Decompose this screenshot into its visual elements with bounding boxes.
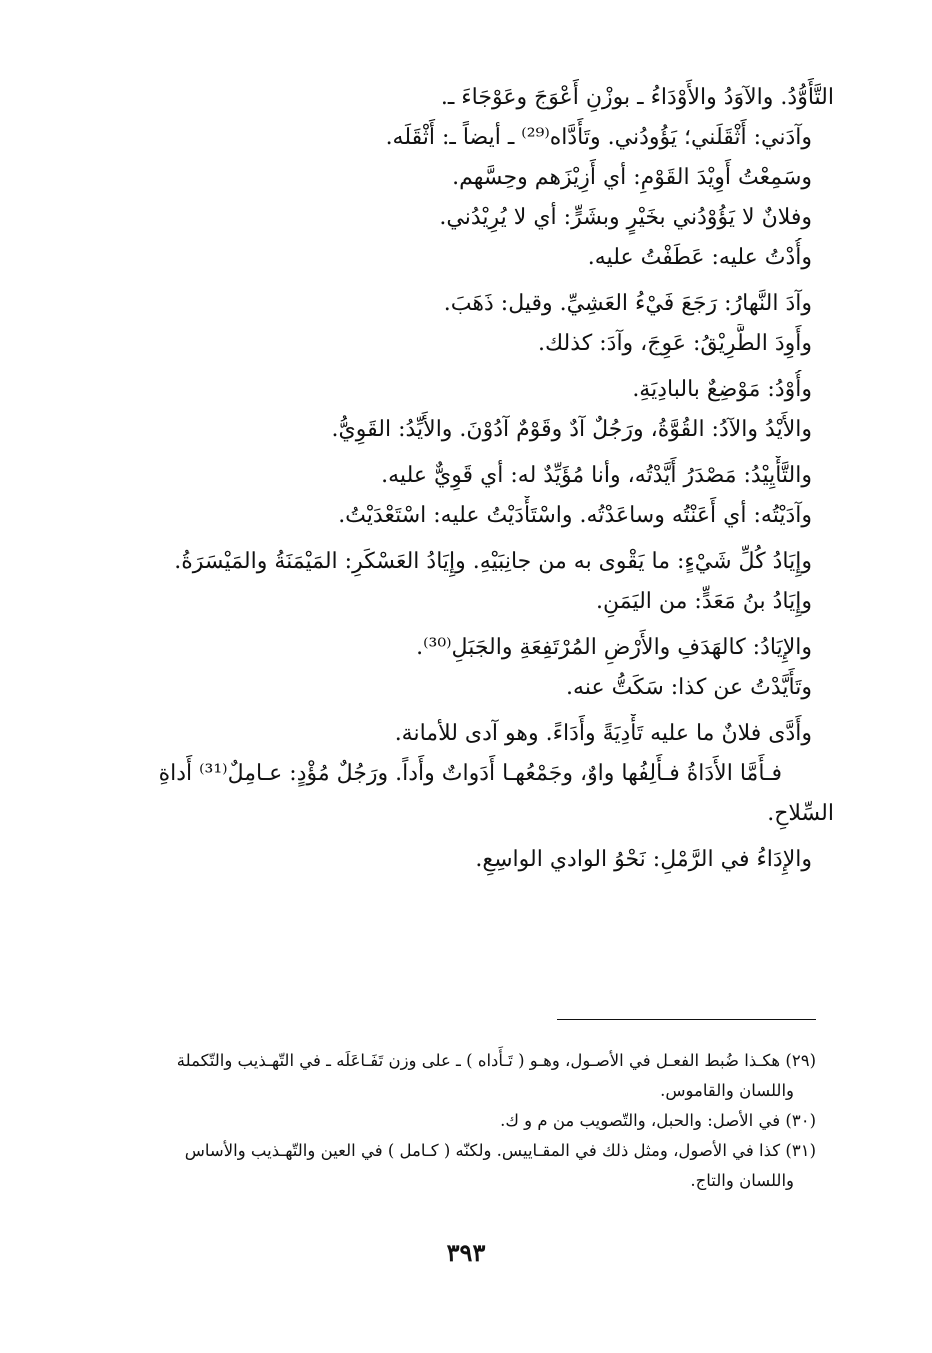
text-line-17: فـأَمَّا الأَدَاةُ فـأَلِفُها واوٌ، وجَمْعُهـا أَدَواتٌ وأَداً. ورَجُلٌ مُؤْدٍ: عـامِلٌ⁽³¹⁾ أَداةِ	[158, 761, 782, 786]
text-line-14: والإِيَادُ: كالهَدَفِ والأَرْضِ المُرْتَفِعَةِ والجَبَلِ⁽³⁰⁾.	[416, 635, 812, 660]
text-line-15: وتَأَيَّدْتُ عن كذا: سَكَتُّ عنه.	[566, 675, 812, 700]
text-line-18: السِّلاحِ.	[767, 801, 834, 826]
text-line-12: وإِيَادُ كُلِّ شَيْءٍ: ما يَقْوى به من جانِبَيْهِ. وإِيَادُ العَسْكَرِ: المَيْمَنَةُ والمَيْسَرَةُ.	[174, 549, 812, 574]
footnote-29: (٢٩) هكـذا ضُبط الفعـل في الأصـول، وهـو ( تَـأَداه ) ـ على وزن تَفَـاعَلَه ـ في التّهـذيب والتّكملة	[176, 1051, 816, 1070]
text-line-2: وآدَني: أَثْقَلَني؛ يَؤُودُني. وتَأَدَّاه⁽²⁹⁾ ـ أيضاً ـ: أَثْقَلَه.	[385, 125, 812, 150]
text-line-16: وأَدَّى فلانٌ ما عليه تَأْدِيَةً وأَدَاءً. وهو آدى للأمانة.	[394, 721, 812, 746]
footnotes	[93, 1046, 816, 1196]
text-line-13: وإِيَادُ بنُ مَعَدٍّ: من اليَمَنِ.	[595, 589, 812, 614]
text-line-19: والإِدَاءُ في الرَّمْلِ: نَحْوُ الوادي الواسِعِ.	[475, 847, 812, 872]
text-line-6: وآدَ النَّهارُ: رَجَعَ فَيْءُ العَشِيِّ. وقيل: ذَهَبَ.	[443, 291, 812, 316]
footnote-30: (٣٠) في الأصل: والحبل، والتّصويب من م و ك.	[500, 1111, 816, 1130]
text-line-9: والأَيْدُ والآدُ: القُوَّةُ، ورَجُلٌ آدٌ وقَوْمٌ آدُوْنَ. والأَيِّدُ: القَوِيُّ.	[331, 417, 812, 442]
text-line-4: وفلانٌ لا يَؤُوْدُني بخَيْرٍ وبشَرٍّ: أي لا يُرِيْدُني.	[439, 205, 812, 230]
text-line-10: والتَّأْيِيْدُ: مَصْدَرُ أَيَّدْتُه، وأنا مُؤَيِّدٌ له: أي قَوِيٌّ عليه.	[381, 463, 812, 488]
footnote-29-continued: واللسان والقاموس.	[660, 1081, 794, 1100]
text-line-3: وسَمِعْتُ أَوِيْدَ القَوْمِ: أي أَزِيْزَهم وحِسَّهم.	[452, 165, 812, 190]
text-line-11: وآدَيْتُه: أي أَعَنْتُه وساعَدْتُه. واسْتَأْدَيْتُ عليه: اسْتَعْدَيْتُ.	[338, 503, 812, 528]
main-text	[95, 78, 834, 880]
text-line-5: وأُدْتُ عليه: عَطَفْتُ عليه.	[587, 245, 812, 270]
page-number: ٣٩٣	[446, 1238, 486, 1267]
footnote-31-continued: واللسان والتاج.	[690, 1171, 794, 1190]
footnote-divider	[557, 1019, 816, 1020]
text-line-8: وأُوْدُ: مَوْضِعٌ بالبادِيَةِ.	[632, 377, 812, 402]
text-line-7: وأَوِدَ الطَّرِيْقُ: عَوِجَ، وآدَ: كذلك.	[537, 331, 812, 356]
text-line-1: التَّأَوُّدُ. والآوَدُ والأَوْدَاءُ ـ بوزْنِ أَعْوَجَ وعَوْجَاءَ ـ.	[440, 85, 834, 110]
footnote-31: (٣١) كذا في الأصول، ومثل ذلك في المقـاييس. ولكنّه ( كـامل ) في العين والتّهـذيب والأساس	[184, 1141, 816, 1160]
